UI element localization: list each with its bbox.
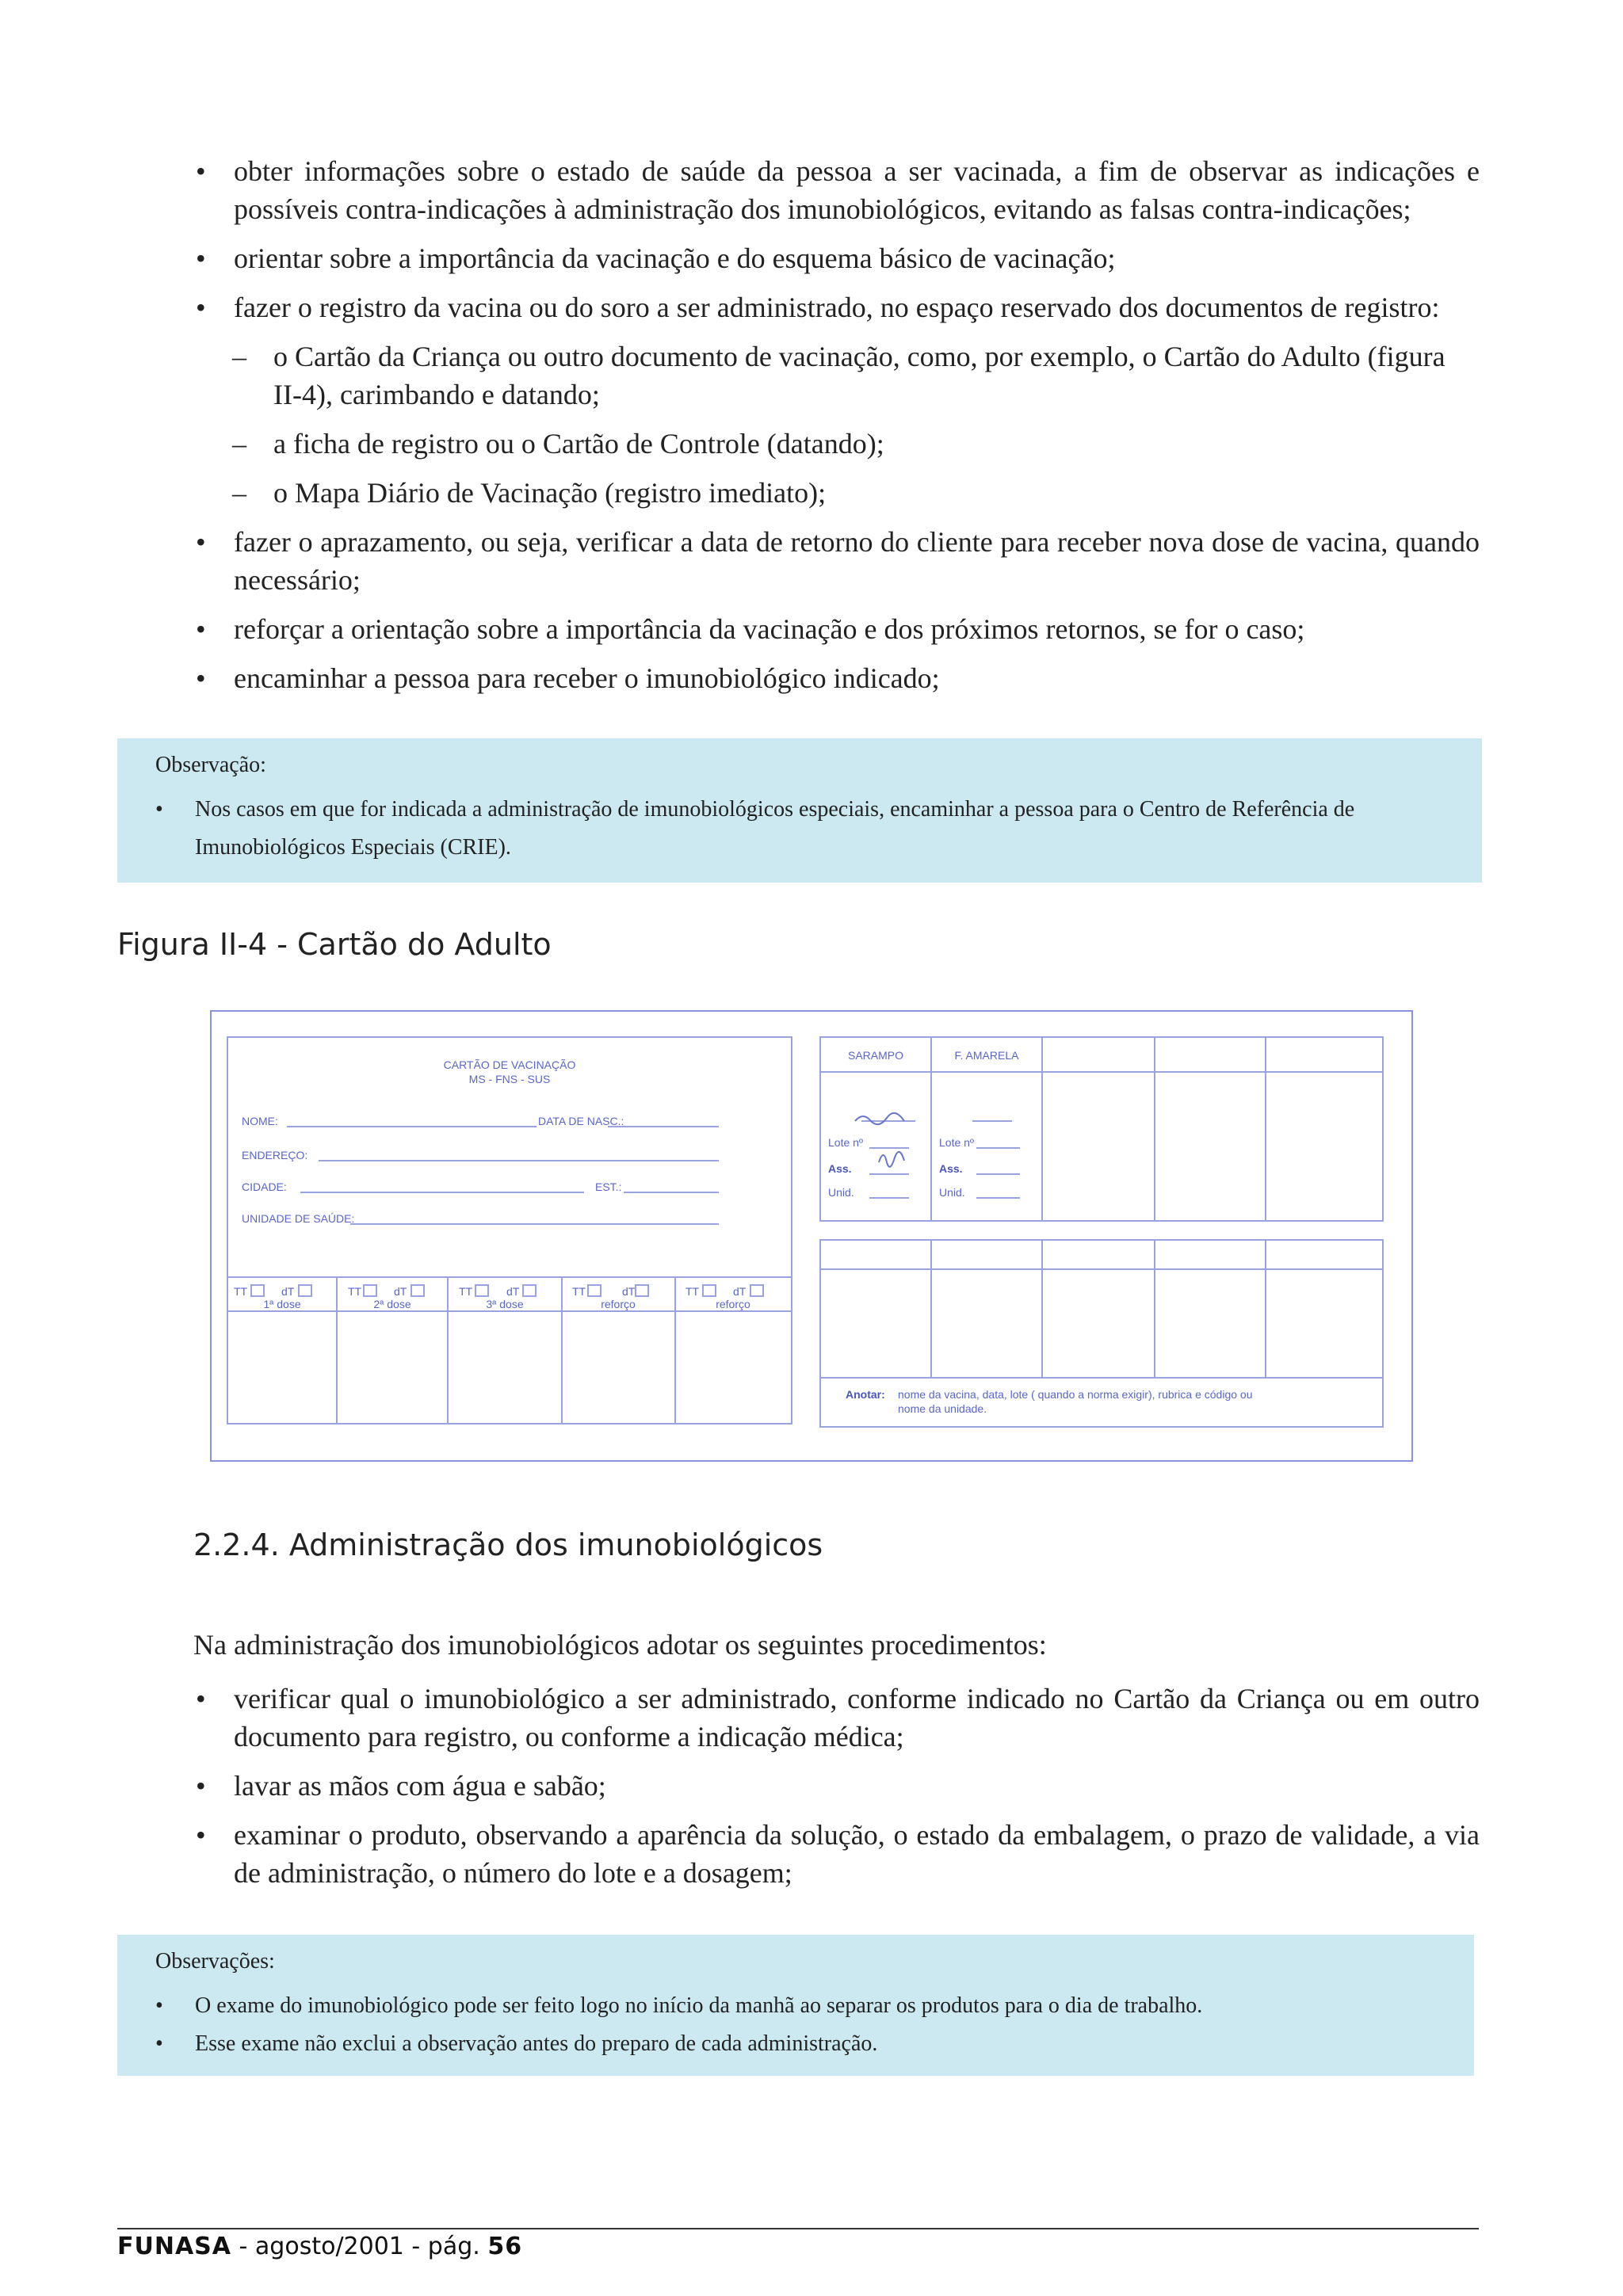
list-item: • examinar o produto, observando a aparência da solução, o estado da embalagem, o prazo de validade, a via de administração, o número do lote e a dosagem;	[188, 1816, 1480, 1892]
label-tt: TT	[685, 1285, 700, 1298]
label-tt: TT	[572, 1285, 586, 1298]
dash: –	[232, 428, 246, 460]
field-endereco: ENDEREÇO:	[242, 1149, 308, 1161]
label-dose3: 3ª dose	[486, 1298, 524, 1310]
bullet: •	[196, 1683, 206, 1714]
label-lote: Lote nº	[939, 1136, 975, 1149]
bullet: •	[196, 662, 206, 694]
label-tt: TT	[348, 1285, 362, 1298]
field-unidade: UNIDADE DE SAÚDE:	[242, 1212, 355, 1225]
observation-title: Observações:	[155, 1949, 275, 1974]
bullet: •	[196, 526, 206, 558]
top-bullet-list	[188, 152, 1480, 708]
field-cidade: CIDADE:	[242, 1180, 287, 1193]
anotar-label: Anotar:	[846, 1388, 885, 1401]
label-reforco: reforço	[716, 1298, 750, 1310]
bullet: •	[155, 2031, 163, 2056]
section-title: 2.2.4. Administração dos imunobiológicos	[193, 1527, 823, 1562]
field-nome: NOME:	[242, 1115, 278, 1127]
list-item: • encaminhar a pessoa para receber o imunobiológico indicado;	[188, 659, 1480, 697]
page-number: 56	[487, 2233, 523, 2260]
label-dose1: 1ª dose	[263, 1298, 301, 1310]
label-dt: dT	[281, 1285, 295, 1298]
list-item: • obter informações sobre o estado de saúde da pessoa a ser vacinada, a fim de observar as indicações e possíveis contra-indicações à administração dos imunobiológicos, evitando as falsas contra-indicações;	[188, 152, 1480, 228]
figure-title: Figura II-4 - Cartão do Adulto	[117, 927, 552, 962]
bullet: •	[196, 292, 206, 323]
list-item: • fazer o registro da vacina ou do soro a ser administrado, no espaço reservado dos documentos de registro:	[188, 288, 1480, 326]
label-dose2: 2ª dose	[373, 1298, 411, 1310]
bullet: •	[196, 155, 206, 187]
observation-box	[117, 1935, 1474, 2076]
sub-list-item: – o Cartão da Criança ou outro documento de vacinação, como, por exemplo, o Cartão do Adulto (figura II-4), carimbando e datando;	[188, 338, 1480, 414]
dash: –	[232, 477, 246, 509]
list-item: • reforçar a orientação sobre a importância da vacinação e dos próximos retornos, se for o caso;	[188, 610, 1480, 648]
observation-box	[117, 738, 1482, 883]
label-unid: Unid.	[828, 1186, 854, 1199]
vaccination-card-figure	[210, 1010, 1413, 1462]
list-item: • fazer o aprazamento, ou seja, verificar a data de retorno do cliente para receber nova dose de vacina, quando necessário;	[188, 523, 1480, 599]
bullet: •	[196, 1770, 206, 1802]
footer-rule	[117, 2228, 1479, 2229]
anotar-text: nome da unidade.	[898, 1402, 987, 1415]
label-tt: TT	[234, 1285, 248, 1298]
label-reforco: reforço	[601, 1298, 636, 1310]
header-f-amarela: F. AMARELA	[954, 1049, 1019, 1062]
field-est: EST.:	[595, 1180, 622, 1193]
bullet: •	[196, 613, 206, 645]
list-item: • lavar as mãos com água e sabão;	[188, 1767, 1480, 1805]
anotar-text: nome da vacina, data, lote ( quando a norma exigir), rubrica e código ou	[898, 1388, 1253, 1401]
bullet: •	[196, 242, 206, 274]
observation-item: • O exame do imunobiológico pode ser feito logo no início da manhã ao separar os produtos para o dia de trabalho.	[155, 1987, 1439, 2025]
label-tt: TT	[459, 1285, 473, 1298]
vaccination-card-drawing	[212, 1012, 1415, 1463]
list-item: • orientar sobre a importância da vacinação e do esquema básico de vacinação;	[188, 239, 1480, 277]
label-dt: dT	[622, 1285, 636, 1298]
dash: –	[232, 341, 246, 372]
label-lote: Lote nº	[828, 1136, 864, 1149]
card-subheading: MS - FNS - SUS	[468, 1073, 551, 1085]
procedure-list	[188, 1680, 1480, 1903]
field-data-nasc: DATA DE NASC.:	[538, 1115, 624, 1127]
observation-title: Observação:	[155, 753, 266, 777]
label-ass: Ass.	[939, 1162, 963, 1175]
observation-item: • Nos casos em que for indicada a administração de imunobiológicos especiais, encaminhar a pessoa para o Centro de Referência de Imunobiológicos Especiais (CRIE).	[155, 791, 1439, 867]
label-dt: dT	[394, 1285, 407, 1298]
list-item: • verificar qual o imunobiológico a ser administrado, conforme indicado no Cartão da Criança ou em outro documento para registro, ou conforme a indicação médica;	[188, 1680, 1480, 1756]
sub-list-item: – o Mapa Diário de Vacinação (registro imediato);	[188, 474, 1480, 512]
label-dt: dT	[733, 1285, 747, 1298]
label-unid: Unid.	[939, 1186, 965, 1199]
bullet: •	[196, 1819, 206, 1851]
sub-list-item: – a ficha de registro ou o Cartão de Controle (datando);	[188, 425, 1480, 463]
page-footer	[117, 2233, 522, 2260]
bullet: •	[155, 797, 163, 822]
header-sarampo: SARAMPO	[847, 1049, 904, 1062]
section-intro: Na administração dos imunobiológicos adotar os seguintes procedimentos:	[193, 1629, 1047, 1661]
label-ass: Ass.	[828, 1162, 852, 1175]
footer-date: - agosto/2001 - pág.	[231, 2233, 488, 2260]
observation-item: • Esse exame não exclui a observação antes do preparo de cada administração.	[155, 2025, 1439, 2063]
bullet: •	[155, 1993, 163, 2018]
footer-org: FUNASA	[117, 2233, 232, 2260]
card-heading: CARTÃO DE VACINAÇÃO	[443, 1058, 576, 1071]
label-dt: dT	[506, 1285, 520, 1298]
